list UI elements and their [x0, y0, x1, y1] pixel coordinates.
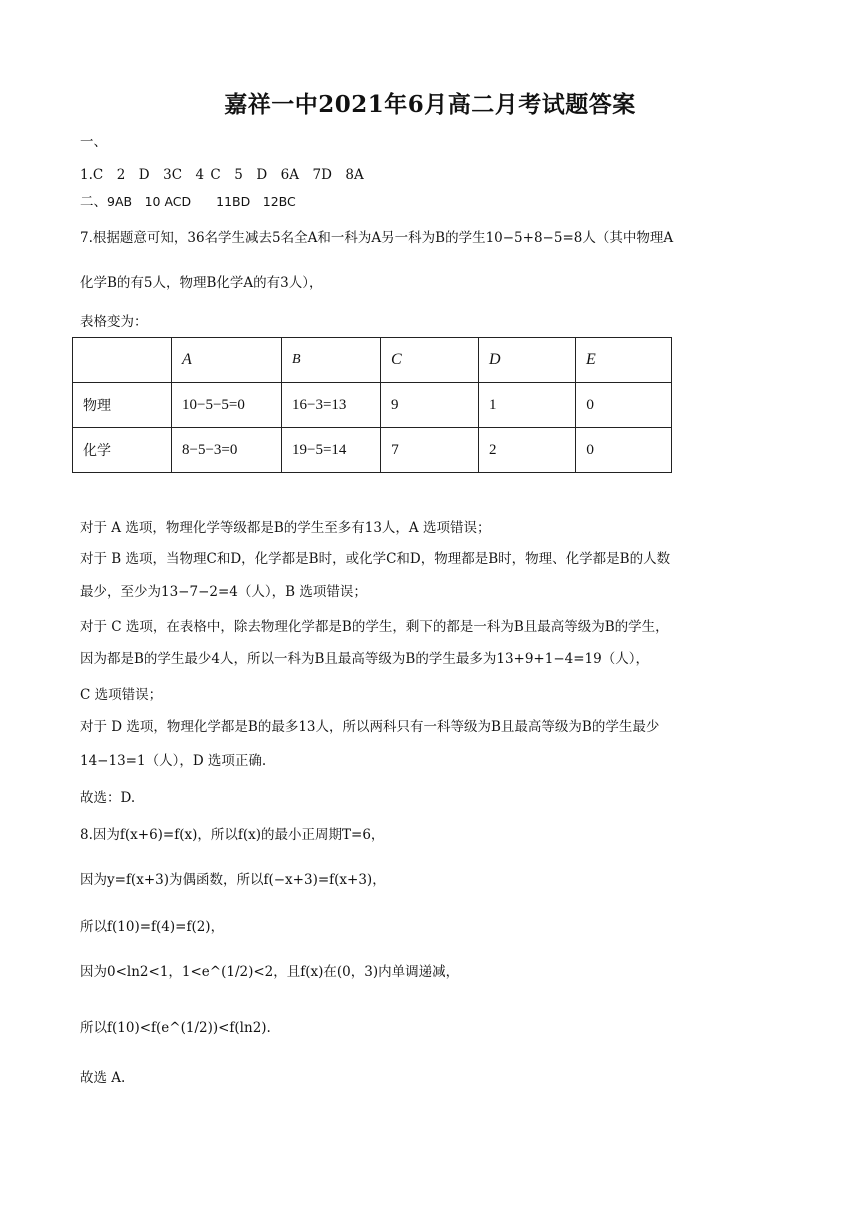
table-corner-cell — [73, 338, 172, 383]
q7-option-c-line-2: 因为都是B的学生最少4人，所以一科为B且最高等级为B的学生最多为13+9+1−4=19（人）， — [80, 651, 649, 667]
q8-line-5: 所以f(10)<f(e^(1/2))<f(ln2). — [80, 1020, 271, 1036]
table-cell: 2 — [479, 428, 576, 473]
table-header-cell: A — [172, 338, 282, 383]
table-row — [73, 428, 672, 473]
q8-line-4: 因为0<ln2<1，1<e^(1/2)<2，且f(x)在(0，3)内单调递减， — [80, 964, 460, 980]
table-header-row — [73, 338, 672, 383]
q8-conclusion: 故选 A. — [80, 1070, 126, 1086]
table-cell: 10−5−5=0 — [172, 383, 282, 428]
q7-line-2: 化学B的有5人，物理B化学A的有3人）， — [80, 275, 323, 291]
q7-table-intro: 表格变为： — [80, 314, 148, 330]
q7-option-c-line-3: C 选项错误； — [80, 687, 163, 703]
table-cell: 7 — [381, 428, 479, 473]
table-row-label: 化学 — [73, 428, 172, 473]
table-cell: 0 — [576, 383, 672, 428]
q7-conclusion: 故选：D. — [80, 790, 136, 806]
q7-line-1: 7.根据题意可知，36名学生减去5名全A和一科为A另一科为B的学生10−5+8−5=8人（其中物理A — [80, 230, 674, 246]
table-header-cell: D — [479, 338, 576, 383]
grade-table — [72, 337, 672, 473]
table-row — [73, 383, 672, 428]
q7-option-a: 对于 A 选项，物理化学等级都是B的学生至多有13人，A 选项错误； — [80, 520, 491, 536]
q7-option-c-line-1: 对于 C 选项，在表格中，除去物理化学都是B的学生，剩下的都是一科为B且最高等级为B的学生， — [80, 619, 669, 635]
table-row-label: 物理 — [73, 383, 172, 428]
table-cell: 9 — [381, 383, 479, 428]
q8-line-2: 因为y=f(x+3)为偶函数，所以f(−x+3)=f(x+3)， — [80, 872, 386, 888]
q7-option-b-line-1: 对于 B 选项，当物理C和D，化学都是B时，或化学C和D，物理都是B时，物理、化学都是B的人数 — [80, 551, 671, 567]
q7-option-d-line-2: 14−13=1（人），D 选项正确. — [80, 753, 267, 769]
table-cell: 0 — [576, 428, 672, 473]
section-one-heading: 一、 — [80, 134, 107, 150]
q8-line-1: 8.因为f(x+6)=f(x)，所以f(x)的最小正周期T=6， — [80, 827, 385, 843]
table-cell: 16−3=13 — [282, 383, 381, 428]
section-two-answers: 9AB 10 ACD 11BD 12BC — [107, 194, 296, 209]
table-header-cell: C — [381, 338, 479, 383]
section-two-prefix: 二、 — [80, 194, 107, 210]
table-header-cell: B — [282, 338, 381, 383]
page-title: 嘉祥一中2021年6月高二月考试题答案 — [224, 91, 636, 118]
answers-part-one: 1.C 2 D 3C 4 C 5 D 6A 7D 8A — [80, 167, 364, 183]
table-cell: 19−5=14 — [282, 428, 381, 473]
q8-line-3: 所以f(10)=f(4)=f(2)， — [80, 919, 225, 935]
answers-part-two — [80, 192, 296, 212]
table-cell: 8−5−3=0 — [172, 428, 282, 473]
q7-option-d-line-1: 对于 D 选项，物理化学都是B的最多13人，所以两科只有一科等级为B且最高等级为B的学生最少 — [80, 719, 660, 735]
table-cell: 1 — [479, 383, 576, 428]
q7-option-b-line-2: 最少，至少为13−7−2=4（人），B 选项错误； — [80, 584, 367, 600]
table-header-cell: E — [576, 338, 672, 383]
